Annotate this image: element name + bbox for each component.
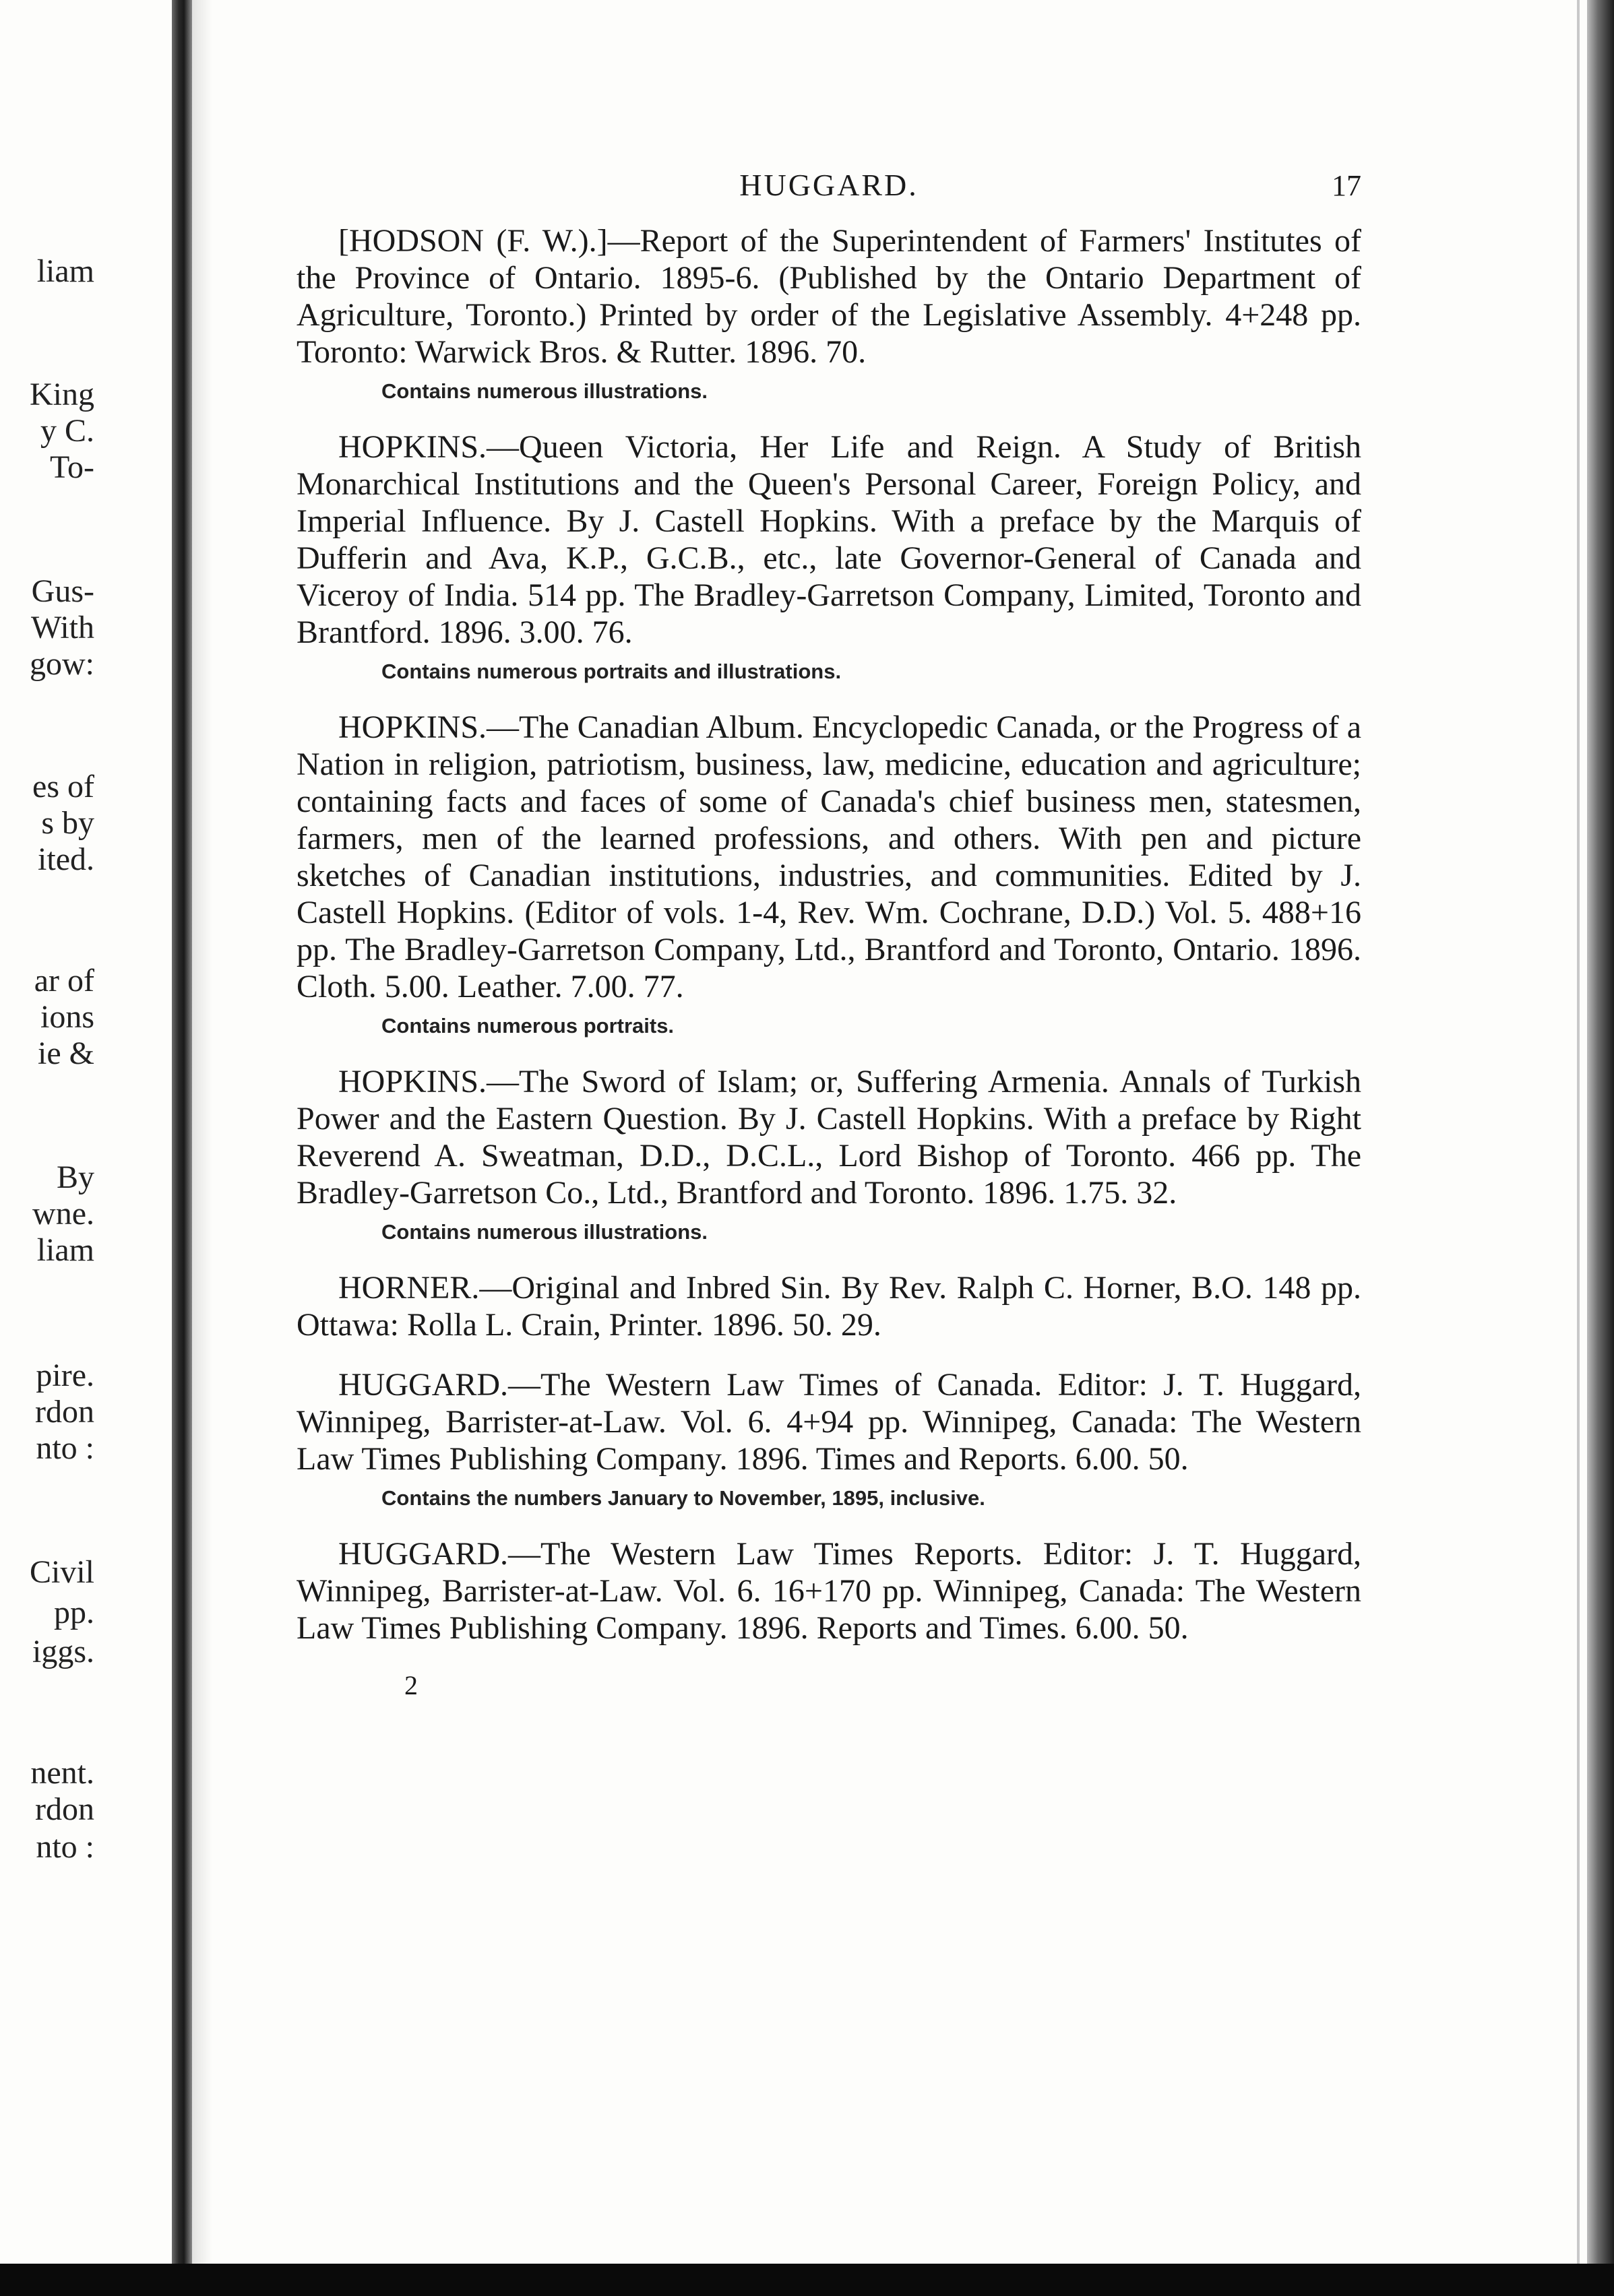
margin-fragment: y C.	[40, 413, 94, 449]
bibliography-entry	[297, 1366, 1361, 1512]
margin-fragment: rdon	[35, 1791, 94, 1827]
page-header	[297, 167, 1361, 208]
margin-fragment: nto :	[36, 1430, 94, 1466]
margin-fragment: es of	[32, 769, 94, 804]
margin-fragment: King	[30, 377, 94, 412]
bibliography-entry	[297, 1535, 1361, 1647]
entry-text: HOPKINS.—The Canadian Album. Encyclopedic Canada, or the Progress of a Nation in religion, patriotism, business, law, medicine, education and agriculture; containing facts and faces of some of Canada's chief business men, statesmen, farmers, men of the learned professions, and others. With pen and picture sketches of Canadian institutions, industries, and communities. Edited by J. Castell Hopkins. (Editor of vols. 1-4, Rev. Wm. Cochrane, D.D.) Vol. 5. 488+16 pp. The Bradley-Garretson Company, Ltd., Brantford and Toronto, Ontario. 1896. Cloth. 5.00. Leather. 7.00. 77.	[297, 709, 1361, 1004]
entry-note: Contains numerous illustrations.	[381, 379, 708, 403]
entry-note: Contains numerous portraits.	[381, 1014, 675, 1038]
entry-text: [HODSON (F. W.).]—Report of the Superintendent of Farmers' Institutes of the Province of Ontario. 1895-6. (Published by the Ontario Department of Agriculture, Toronto.) Printed by order of the Legislative Assembly. 4+248 pp. Toronto: Warwick Bros. & Rutter. 1896. 70.	[297, 223, 1361, 370]
margin-fragment: ie &	[38, 1035, 94, 1071]
bibliography-entry	[297, 428, 1361, 686]
page-edge-line	[1577, 0, 1580, 2264]
entry-note: Contains the numbers January to November, 1895, inclusive.	[381, 1486, 985, 1510]
margin-fragment: liam	[36, 1232, 94, 1268]
entry-text: HORNER.—Original and Inbred Sin. By Rev. Ralph C. Horner, B.O. 148 pp. Ottawa: Rolla L. Crain, Printer. 1896. 50. 29.	[297, 1270, 1361, 1343]
entry-note: Contains numerous illustrations.	[381, 1220, 708, 1244]
entry-text: HUGGARD.—The Western Law Times Reports. Editor: J. T. Huggard, Winnipeg, Barrister-at-Law. Vol. 6. 16+170 pp. Winnipeg, Canada: The Western Law Times Publishing Company. 1896. Reports and Times. 6.00. 50.	[297, 1536, 1361, 1646]
margin-fragment: rdon	[35, 1394, 94, 1430]
signature-mark: 2	[404, 1670, 418, 1700]
margin-fragment: ited.	[38, 841, 94, 877]
entry-text: HOPKINS.—The Sword of Islam; or, Suffering Armenia. Annals of Turkish Power and the Eastern Question. By J. Castell Hopkins. With a preface by Right Reverend A. Sweatman, D.D., D.C.L., Lord Bishop of Toronto. 466 pp. The Bradley-Garretson Co., Ltd., Brantford and Toronto. 1896. 1.75. 32.	[297, 1064, 1361, 1211]
margin-fragment: Gus-	[31, 573, 94, 609]
margin-fragment: wne.	[32, 1196, 94, 1232]
margin-fragment: nto :	[36, 1829, 94, 1865]
bibliography-entry	[297, 222, 1361, 406]
right-page-edge	[1587, 0, 1614, 2296]
bibliography-entries	[297, 222, 1361, 1701]
bibliography-entry	[297, 1063, 1361, 1246]
margin-fragment: With	[30, 610, 94, 645]
previous-page-margin	[0, 0, 101, 2264]
entry-text: HUGGARD.—The Western Law Times of Canada. Editor: J. T. Huggard, Winnipeg, Barrister-at-Law. Vol. 6. 4+94 pp. Winnipeg, Canada: The Western Law Times Publishing Company. 1896. Times and Reports. 6.00. 50.	[297, 1367, 1361, 1477]
margin-fragment: gow:	[30, 646, 94, 682]
book-spine-gutter	[172, 0, 192, 2296]
entry-note: Contains numerous portraits and illustrations.	[381, 660, 842, 683]
margin-fragment: To-	[50, 449, 94, 485]
margin-fragment: nent.	[30, 1755, 94, 1791]
page-number: 17	[1332, 169, 1361, 202]
margin-fragment: By	[56, 1159, 94, 1195]
entry-text: HOPKINS.—Queen Victoria, Her Life and Reign. A Study of British Monarchical Institutions and the Queen's Personal Career, Foreign Policy, and Imperial Influence. By J. Castell Hopkins. With a preface by the Marquis of Dufferin and Ava, K.P., G.C.B., etc., late Governor-General of Canada and Viceroy of India. 514 pp. The Bradley-Garretson Company, Limited, Toronto and Brantford. 1896. 3.00. 76.	[297, 429, 1361, 650]
margin-fragment: pp.	[54, 1595, 94, 1630]
margin-fragment: pire.	[36, 1358, 94, 1393]
margin-fragment: iggs.	[32, 1634, 94, 1669]
bibliography-entry	[297, 709, 1361, 1040]
margin-fragment: Civil	[29, 1554, 94, 1590]
margin-fragment: s by	[41, 805, 94, 841]
bottom-scan-border	[0, 2264, 1614, 2296]
margin-fragment: ar of	[34, 963, 94, 998]
margin-fragment: liam	[36, 253, 94, 289]
bibliography-entry	[297, 1269, 1361, 1343]
margin-fragment: ions	[40, 999, 94, 1035]
running-head: HUGGARD.	[739, 168, 919, 202]
gutter-shadow	[192, 0, 212, 2296]
